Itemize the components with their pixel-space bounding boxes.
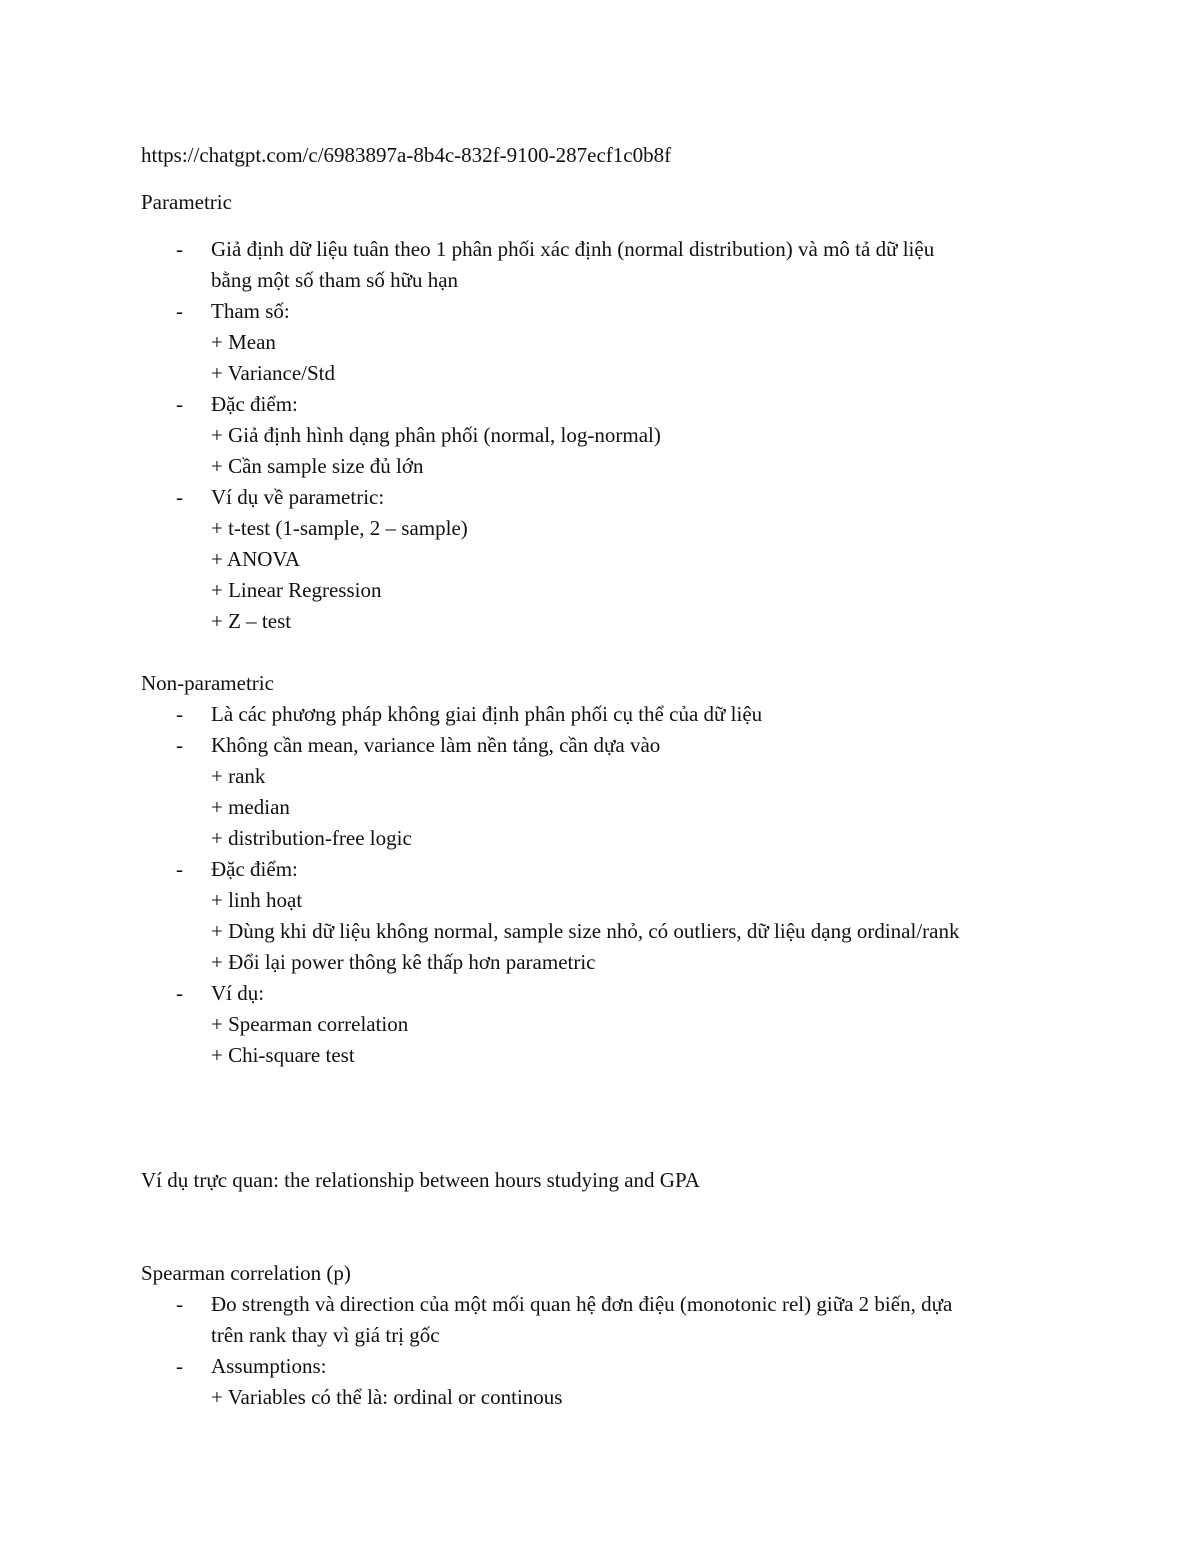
bullet-text: Ví dụ về parametric:	[211, 485, 385, 509]
sub-item: + Z – test	[211, 609, 292, 633]
sub-item: + Cần sample size đủ lớn	[211, 454, 424, 478]
bullet-text: Đo strength và direction của một mối quan hệ đơn điệu (monotonic rel) giữa 2 biến, dựa	[211, 1292, 953, 1316]
bullet-text: Tham số:	[211, 299, 290, 323]
bullet-text: trên rank thay vì giá trị gốc	[211, 1323, 440, 1347]
spearman-heading: Spearman correlation (p)	[141, 1261, 351, 1285]
sub-item: + Mean	[211, 330, 276, 354]
sub-item: + Variables có thể là: ordinal or continous	[211, 1385, 563, 1409]
bullet-text: Đặc điểm:	[211, 857, 298, 881]
sub-item: + Spearman correlation	[211, 1012, 409, 1036]
sub-item: + linh hoạt	[211, 888, 303, 912]
example-text: Ví dụ trực quan: the relationship between hours studying and GPA	[141, 1168, 700, 1192]
bullet-marker: -	[176, 857, 183, 881]
bullet-marker: -	[176, 702, 183, 726]
nonparametric-heading: Non-parametric	[141, 671, 274, 695]
sub-item: + rank	[211, 764, 266, 788]
bullet-marker: -	[176, 1292, 183, 1316]
bullet-text: Assumptions:	[211, 1354, 327, 1378]
bullet-text: Đặc điểm:	[211, 392, 298, 416]
bullet-marker: -	[176, 392, 183, 416]
sub-item: + Variance/Std	[211, 361, 336, 385]
parametric-heading: Parametric	[141, 190, 232, 214]
bullet-marker: -	[176, 237, 183, 261]
bullet-marker: -	[176, 733, 183, 757]
bullet-text: Là các phương pháp không giai định phân phối cụ thể của dữ liệu	[211, 702, 763, 726]
sub-item: + Dùng khi dữ liệu không normal, sample size nhỏ, có outliers, dữ liệu dạng ordinal/rank	[211, 919, 960, 943]
bullet-text: bằng một số tham số hữu hạn	[211, 268, 459, 292]
chat-url: https://chatgpt.com/c/6983897a-8b4c-832f-9100-287ecf1c0b8f	[141, 143, 672, 167]
bullet-text: Giả định dữ liệu tuân theo 1 phân phối xác định (normal distribution) và mô tả dữ liệu	[211, 237, 935, 261]
sub-item: + distribution-free logic	[211, 826, 412, 850]
bullet-marker: -	[176, 485, 183, 509]
sub-item: + ANOVA	[211, 547, 301, 571]
sub-item: + Đổi lại power thông kê thấp hơn parametric	[211, 950, 596, 974]
sub-item: + t-test (1-sample, 2 – sample)	[211, 516, 468, 540]
sub-item: + Giả định hình dạng phân phối (normal, log-normal)	[211, 423, 661, 447]
sub-item: + Linear Regression	[211, 578, 382, 602]
bullet-text: Không cần mean, variance làm nền tảng, cần dựa vào	[211, 733, 661, 757]
sub-item: + median	[211, 795, 290, 819]
sub-item: + Chi-square test	[211, 1043, 355, 1067]
bullet-marker: -	[176, 981, 183, 1005]
bullet-marker: -	[176, 299, 183, 323]
bullet-marker: -	[176, 1354, 183, 1378]
bullet-text: Ví dụ:	[211, 981, 265, 1005]
